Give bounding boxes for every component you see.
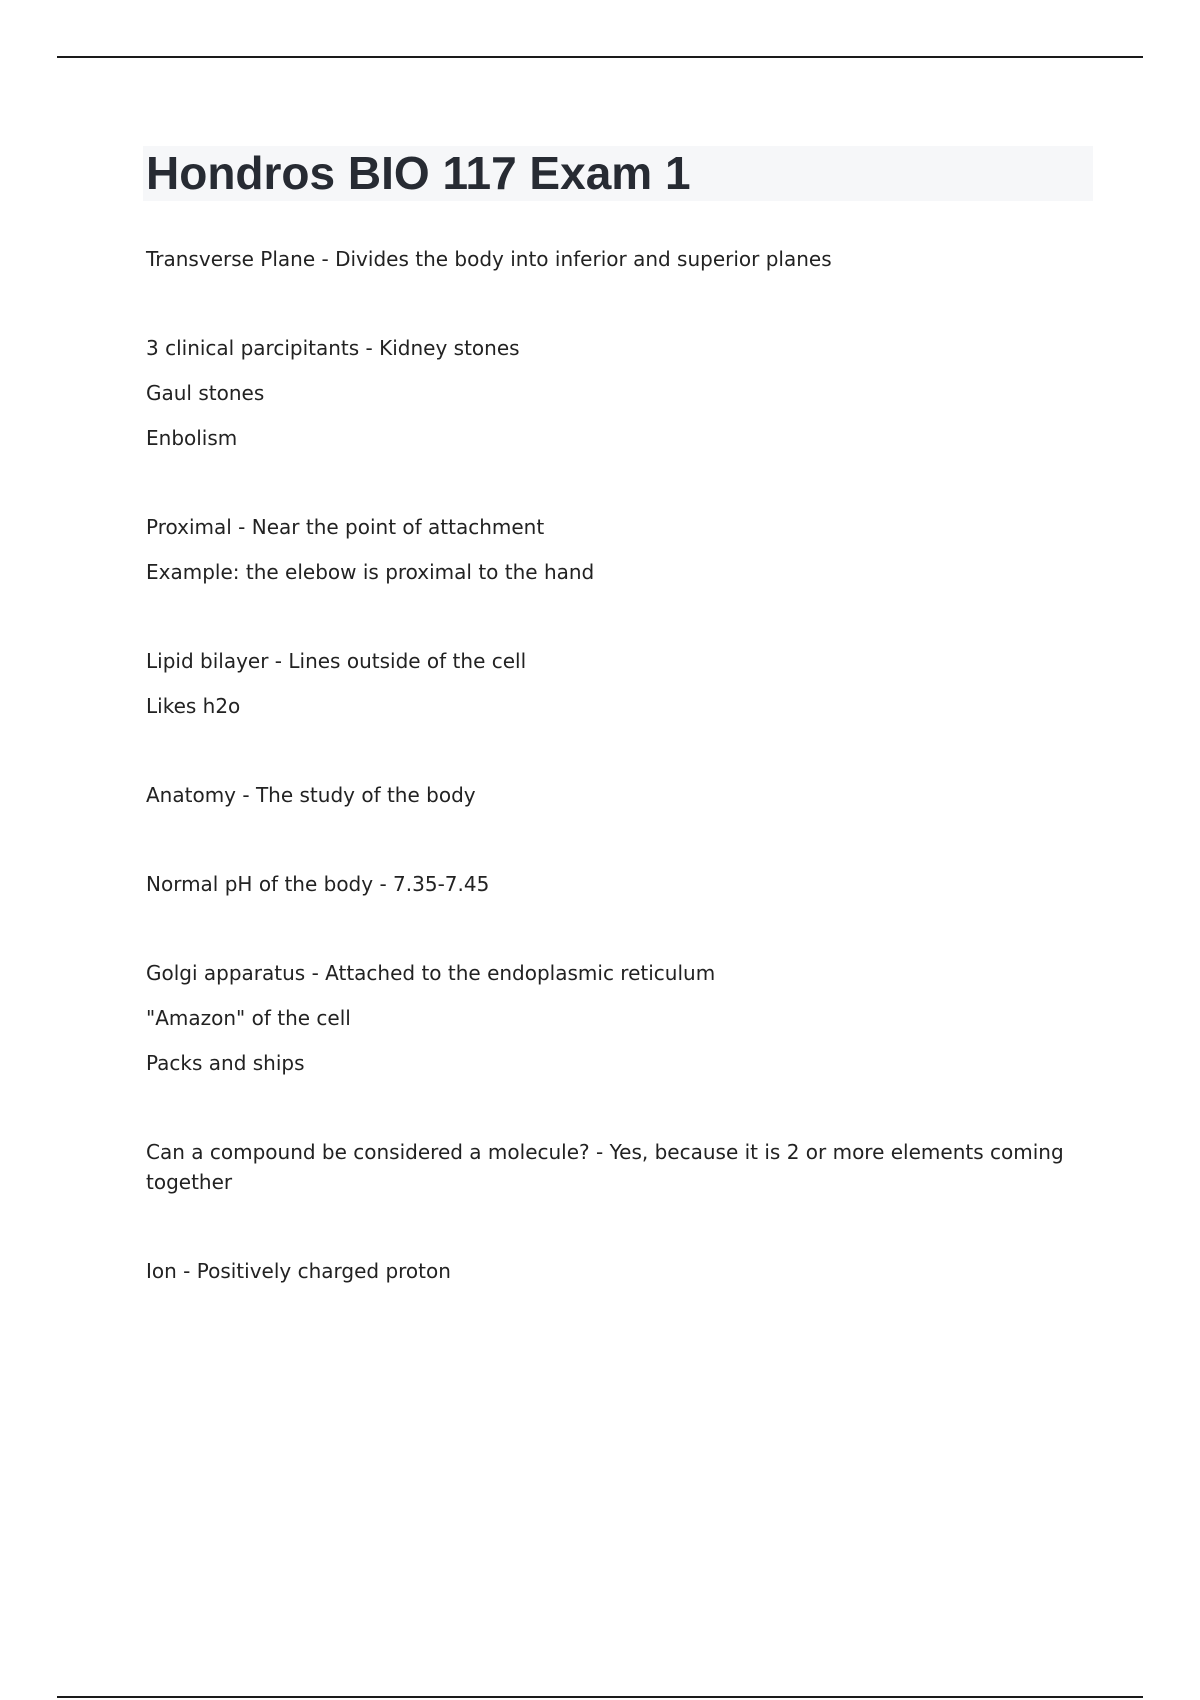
entry-term: Golgi apparatus [146, 961, 306, 985]
entry-extra-line: Enbolism [146, 426, 238, 450]
flashcard-entry [146, 958, 1076, 1078]
flashcard-entry [146, 512, 1076, 587]
entry-main-line [146, 244, 1076, 274]
entry-main-line [146, 646, 1076, 676]
entry-main-line [146, 512, 1076, 542]
entry-extra-line: Example: the elebow is proximal to the hand [146, 560, 595, 584]
entry-extra-line: Packs and ships [146, 1051, 305, 1075]
term-definition-separator: - [236, 783, 256, 807]
entry-definition: Attached to the endoplasmic reticulum [325, 961, 716, 985]
entry-term: Lipid bilayer [146, 649, 269, 673]
entry-main-line [146, 780, 1076, 810]
entry-extra-line: Gaul stones [146, 381, 265, 405]
entry-main-line [146, 958, 1076, 988]
entry-term: 3 clinical parcipitants [146, 336, 360, 360]
entry-definition: Kidney stones [379, 336, 520, 360]
flashcard-entry [146, 780, 1076, 810]
entry-term: Normal pH of the body [146, 872, 374, 896]
term-definition-separator: - [359, 336, 380, 360]
flashcard-entry [146, 1256, 1076, 1286]
term-definition-separator: - [589, 1140, 610, 1164]
term-definition-separator: - [231, 515, 252, 539]
entry-term: Can a compound be considered a molecule? [146, 1140, 590, 1164]
bottom-rule [57, 1696, 1143, 1698]
flashcard-entry [146, 646, 1076, 721]
flashcard-entry [146, 244, 1076, 274]
entry-term: Transverse Plane [146, 247, 316, 271]
entry-main-line [146, 1256, 1076, 1286]
term-definition-separator: - [176, 1259, 197, 1283]
entry-main-line [146, 869, 1076, 899]
entry-term: Ion [146, 1259, 177, 1283]
entry-term: Anatomy [146, 783, 237, 807]
flashcard-entry [146, 869, 1076, 899]
entry-definition: Near the point of attachment [251, 515, 545, 539]
entry-definition: 7.35-7.45 [393, 872, 490, 896]
entry-term: Proximal [146, 515, 232, 539]
term-definition-separator: - [315, 247, 336, 271]
entry-extra-line: "Amazon" of the cell [146, 1006, 351, 1030]
entry-main-line [146, 333, 1076, 363]
entry-definition: Divides the body into inferior and superior planes [335, 247, 832, 271]
entry-definition: Yes, because it is 2 or more elements coming together [146, 1140, 1064, 1194]
flashcard-entry [146, 1137, 1076, 1197]
entry-definition: Lines outside of the cell [288, 649, 527, 673]
flashcard-entry [146, 333, 1076, 453]
document-title: Hondros BIO 117 Exam 1 [146, 147, 691, 199]
entry-extra-line: Likes h2o [146, 694, 241, 718]
flashcard-list [146, 244, 1076, 1286]
term-definition-separator: - [305, 961, 326, 985]
entry-definition: The study of the body [255, 783, 476, 807]
entry-main-line [146, 1137, 1076, 1197]
entry-definition: Positively charged proton [196, 1259, 451, 1283]
term-definition-separator: - [268, 649, 289, 673]
top-rule [57, 56, 1143, 58]
term-definition-separator: - [373, 872, 394, 896]
